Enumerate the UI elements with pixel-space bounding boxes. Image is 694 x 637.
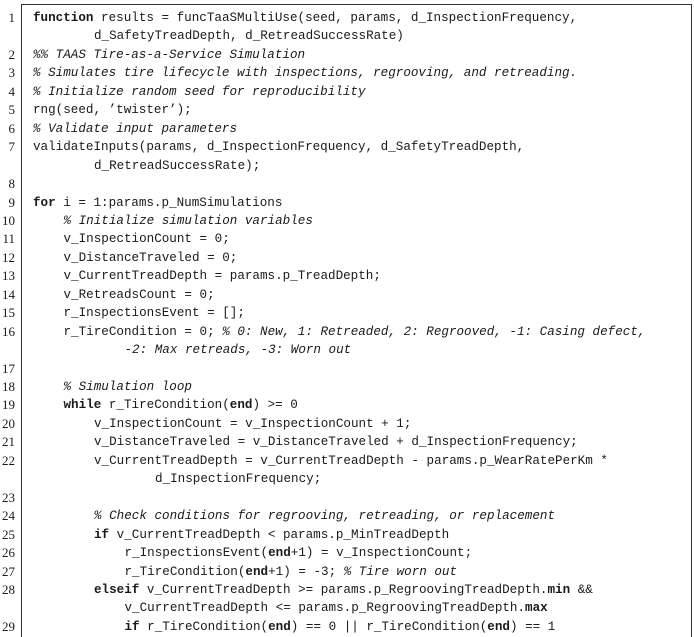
code-line xyxy=(0,618,694,636)
code-token: v_RetreadsCount = 0; xyxy=(63,287,215,302)
line-number: 25 xyxy=(2,526,15,542)
code-comment xyxy=(33,83,366,101)
code-text xyxy=(33,9,577,27)
line-number: 28 xyxy=(2,581,15,597)
code-text xyxy=(33,138,524,156)
line-number: 4 xyxy=(8,83,15,99)
code-text xyxy=(94,27,404,45)
inline-comment: % 0: New, 1: Retreaded, 2: Regrooved, -1: Casing defect, xyxy=(222,324,646,339)
code-line xyxy=(0,138,694,156)
code-text xyxy=(64,267,381,285)
keyword: for xyxy=(33,195,56,210)
code-token: rng(seed, ’twister’); xyxy=(33,103,192,118)
code-text xyxy=(94,452,608,470)
code-text xyxy=(94,581,593,599)
code-line xyxy=(0,101,694,119)
code-line xyxy=(0,396,694,414)
code-text xyxy=(64,304,245,322)
code-text xyxy=(125,563,458,581)
code-text xyxy=(33,194,282,212)
line-number: 20 xyxy=(2,415,15,431)
code-comment xyxy=(64,212,313,230)
code-text xyxy=(155,470,321,488)
line-number: 8 xyxy=(8,176,15,192)
code-token: && xyxy=(570,582,593,597)
code-token: -2: Max retreads, -3: Worn out xyxy=(124,343,352,358)
keyword: elseif xyxy=(94,582,140,597)
code-token: r_TireCondition( xyxy=(139,619,269,634)
keyword: end xyxy=(245,564,269,579)
code-line xyxy=(0,267,694,285)
code-token: r_InspectionsEvent = []; xyxy=(63,306,245,321)
code-token: d_SafetyTreadDepth, d_RetreadSuccessRate) xyxy=(94,29,404,44)
line-number: 27 xyxy=(2,563,15,579)
line-number: 19 xyxy=(2,397,15,413)
code-token: v_DistanceTraveled = v_DistanceTraveled + d_InspectionFrequency; xyxy=(94,435,578,450)
keyword: min xyxy=(547,582,571,597)
keyword: end xyxy=(268,546,291,561)
code-line xyxy=(0,378,694,396)
code-line xyxy=(0,120,694,138)
code-line xyxy=(0,323,694,341)
code-line xyxy=(0,563,694,581)
code-line xyxy=(0,194,694,212)
line-number: 18 xyxy=(2,379,15,394)
code-token: d_InspectionFrequency; xyxy=(155,472,322,487)
line-number: 7 xyxy=(8,139,15,155)
code-line xyxy=(0,212,694,230)
code-text xyxy=(64,323,646,341)
code-token: v_CurrentTreadDepth <= params.p_RegroovingTreadDepth. xyxy=(124,601,526,616)
code-token: v_InspectionCount = 0; xyxy=(63,232,230,247)
code-line xyxy=(0,304,694,322)
line-number: 26 xyxy=(2,545,15,561)
code-text xyxy=(94,415,411,433)
code-line xyxy=(0,452,694,470)
code-token: +1) = -3; xyxy=(268,564,344,579)
code-line xyxy=(0,157,694,175)
code-token: results = funcTaaSMultiUse(seed, params, d_InspectionFrequency, xyxy=(93,11,578,25)
code-comment xyxy=(125,341,352,359)
code-text xyxy=(125,544,473,562)
code-line xyxy=(0,46,694,64)
code-comment xyxy=(33,64,577,82)
code-line xyxy=(0,489,694,507)
code-token: v_InspectionCount = v_InspectionCount + 1; xyxy=(94,416,412,431)
line-number: 10 xyxy=(2,212,15,228)
code-line xyxy=(0,230,694,248)
code-token: r_TireCondition( xyxy=(101,398,230,413)
code-text xyxy=(125,599,548,617)
code-line xyxy=(0,507,694,525)
code-line xyxy=(0,415,694,433)
listing-frame-top xyxy=(21,4,692,5)
line-number: 17 xyxy=(2,360,15,376)
code-comment xyxy=(64,378,192,396)
code-token: ) == 0 || r_TireCondition( xyxy=(290,619,488,634)
code-token: ) >= 0 xyxy=(252,398,298,413)
line-number: 23 xyxy=(2,489,15,505)
line-number: 1 xyxy=(8,10,15,25)
code-token: v_CurrentTreadDepth < params.p_MinTreadDepth xyxy=(109,527,450,542)
code-token: v_CurrentTreadDepth = v_CurrentTreadDepth - params.p_WearRatePerKm * xyxy=(94,453,608,468)
keyword: while xyxy=(63,398,102,413)
code-token: r_TireCondition = 0; xyxy=(63,324,223,339)
code-token: i = 1:params.p_NumSimulations xyxy=(55,195,283,210)
line-number: 16 xyxy=(2,323,15,339)
line-number: 14 xyxy=(2,286,15,302)
line-number: 21 xyxy=(2,434,15,450)
code-token: r_InspectionsEvent( xyxy=(124,546,269,561)
code-comment xyxy=(94,507,555,525)
line-number: 22 xyxy=(2,452,15,468)
keyword: if xyxy=(94,527,110,542)
code-token: r_TireCondition( xyxy=(124,564,246,579)
code-comment xyxy=(33,46,305,64)
line-number: 11 xyxy=(2,231,15,247)
code-token: % Initialize simulation variables xyxy=(63,213,313,228)
line-number: 29 xyxy=(2,618,15,634)
code-text xyxy=(33,101,192,119)
code-token: v_CurrentTreadDepth = params.p_TreadDepth; xyxy=(63,269,381,284)
code-line xyxy=(0,249,694,267)
code-line xyxy=(0,9,694,27)
code-line xyxy=(0,599,694,617)
code-text xyxy=(125,618,556,636)
keyword: function xyxy=(33,11,94,25)
inline-comment: % Tire worn out xyxy=(343,564,458,579)
code-line xyxy=(0,581,694,599)
code-token: validateInputs(params, d_InspectionFrequency, d_SafetyTreadDepth, xyxy=(33,140,525,155)
code-line xyxy=(0,64,694,82)
code-line xyxy=(0,526,694,544)
code-line xyxy=(0,470,694,488)
code-token: ) == 1 xyxy=(509,619,556,634)
line-number: 3 xyxy=(8,65,15,81)
code-line xyxy=(0,433,694,451)
code-text xyxy=(64,286,215,304)
keyword: max xyxy=(525,601,548,616)
line-number: 15 xyxy=(2,305,15,321)
line-number: 13 xyxy=(2,268,15,284)
code-token: % Initialize random seed for reproducibility xyxy=(33,84,366,99)
line-number: 6 xyxy=(8,120,15,136)
code-text xyxy=(94,433,578,451)
code-comment xyxy=(33,120,237,138)
code-text xyxy=(94,526,449,544)
code-line xyxy=(0,175,694,193)
line-number: 9 xyxy=(8,194,15,210)
code-text xyxy=(64,249,238,267)
code-token: % Check conditions for regrooving, retreading, or replacement xyxy=(94,509,556,524)
code-line xyxy=(0,341,694,359)
code-token: v_CurrentTreadDepth >= params.p_RegroovingTreadDepth. xyxy=(139,582,548,597)
code-token: % Simulation loop xyxy=(63,380,192,394)
code-line xyxy=(0,360,694,378)
code-token: % Simulates tire lifecycle with inspections, regrooving, and retreading. xyxy=(33,66,578,81)
code-text xyxy=(64,396,298,414)
line-number: 5 xyxy=(8,102,15,118)
line-number: 12 xyxy=(2,249,15,265)
code-text xyxy=(94,157,260,175)
keyword: end xyxy=(487,619,510,634)
code-line xyxy=(0,286,694,304)
code-token: % Validate input parameters xyxy=(33,121,238,136)
code-line xyxy=(0,544,694,562)
line-number: 2 xyxy=(8,46,15,62)
code-token: d_RetreadSuccessRate); xyxy=(94,158,261,173)
keyword: end xyxy=(268,619,291,634)
code-line xyxy=(0,27,694,45)
keyword: if xyxy=(124,619,140,634)
code-token: %% TAAS Tire-as-a-Service Simulation xyxy=(33,47,306,62)
code-token: v_DistanceTraveled = 0; xyxy=(63,250,238,265)
keyword: end xyxy=(229,398,253,413)
code-text xyxy=(64,230,230,248)
code-token: +1) = v_InspectionCount; xyxy=(290,546,473,561)
line-number: 24 xyxy=(2,508,15,524)
code-line xyxy=(0,83,694,101)
